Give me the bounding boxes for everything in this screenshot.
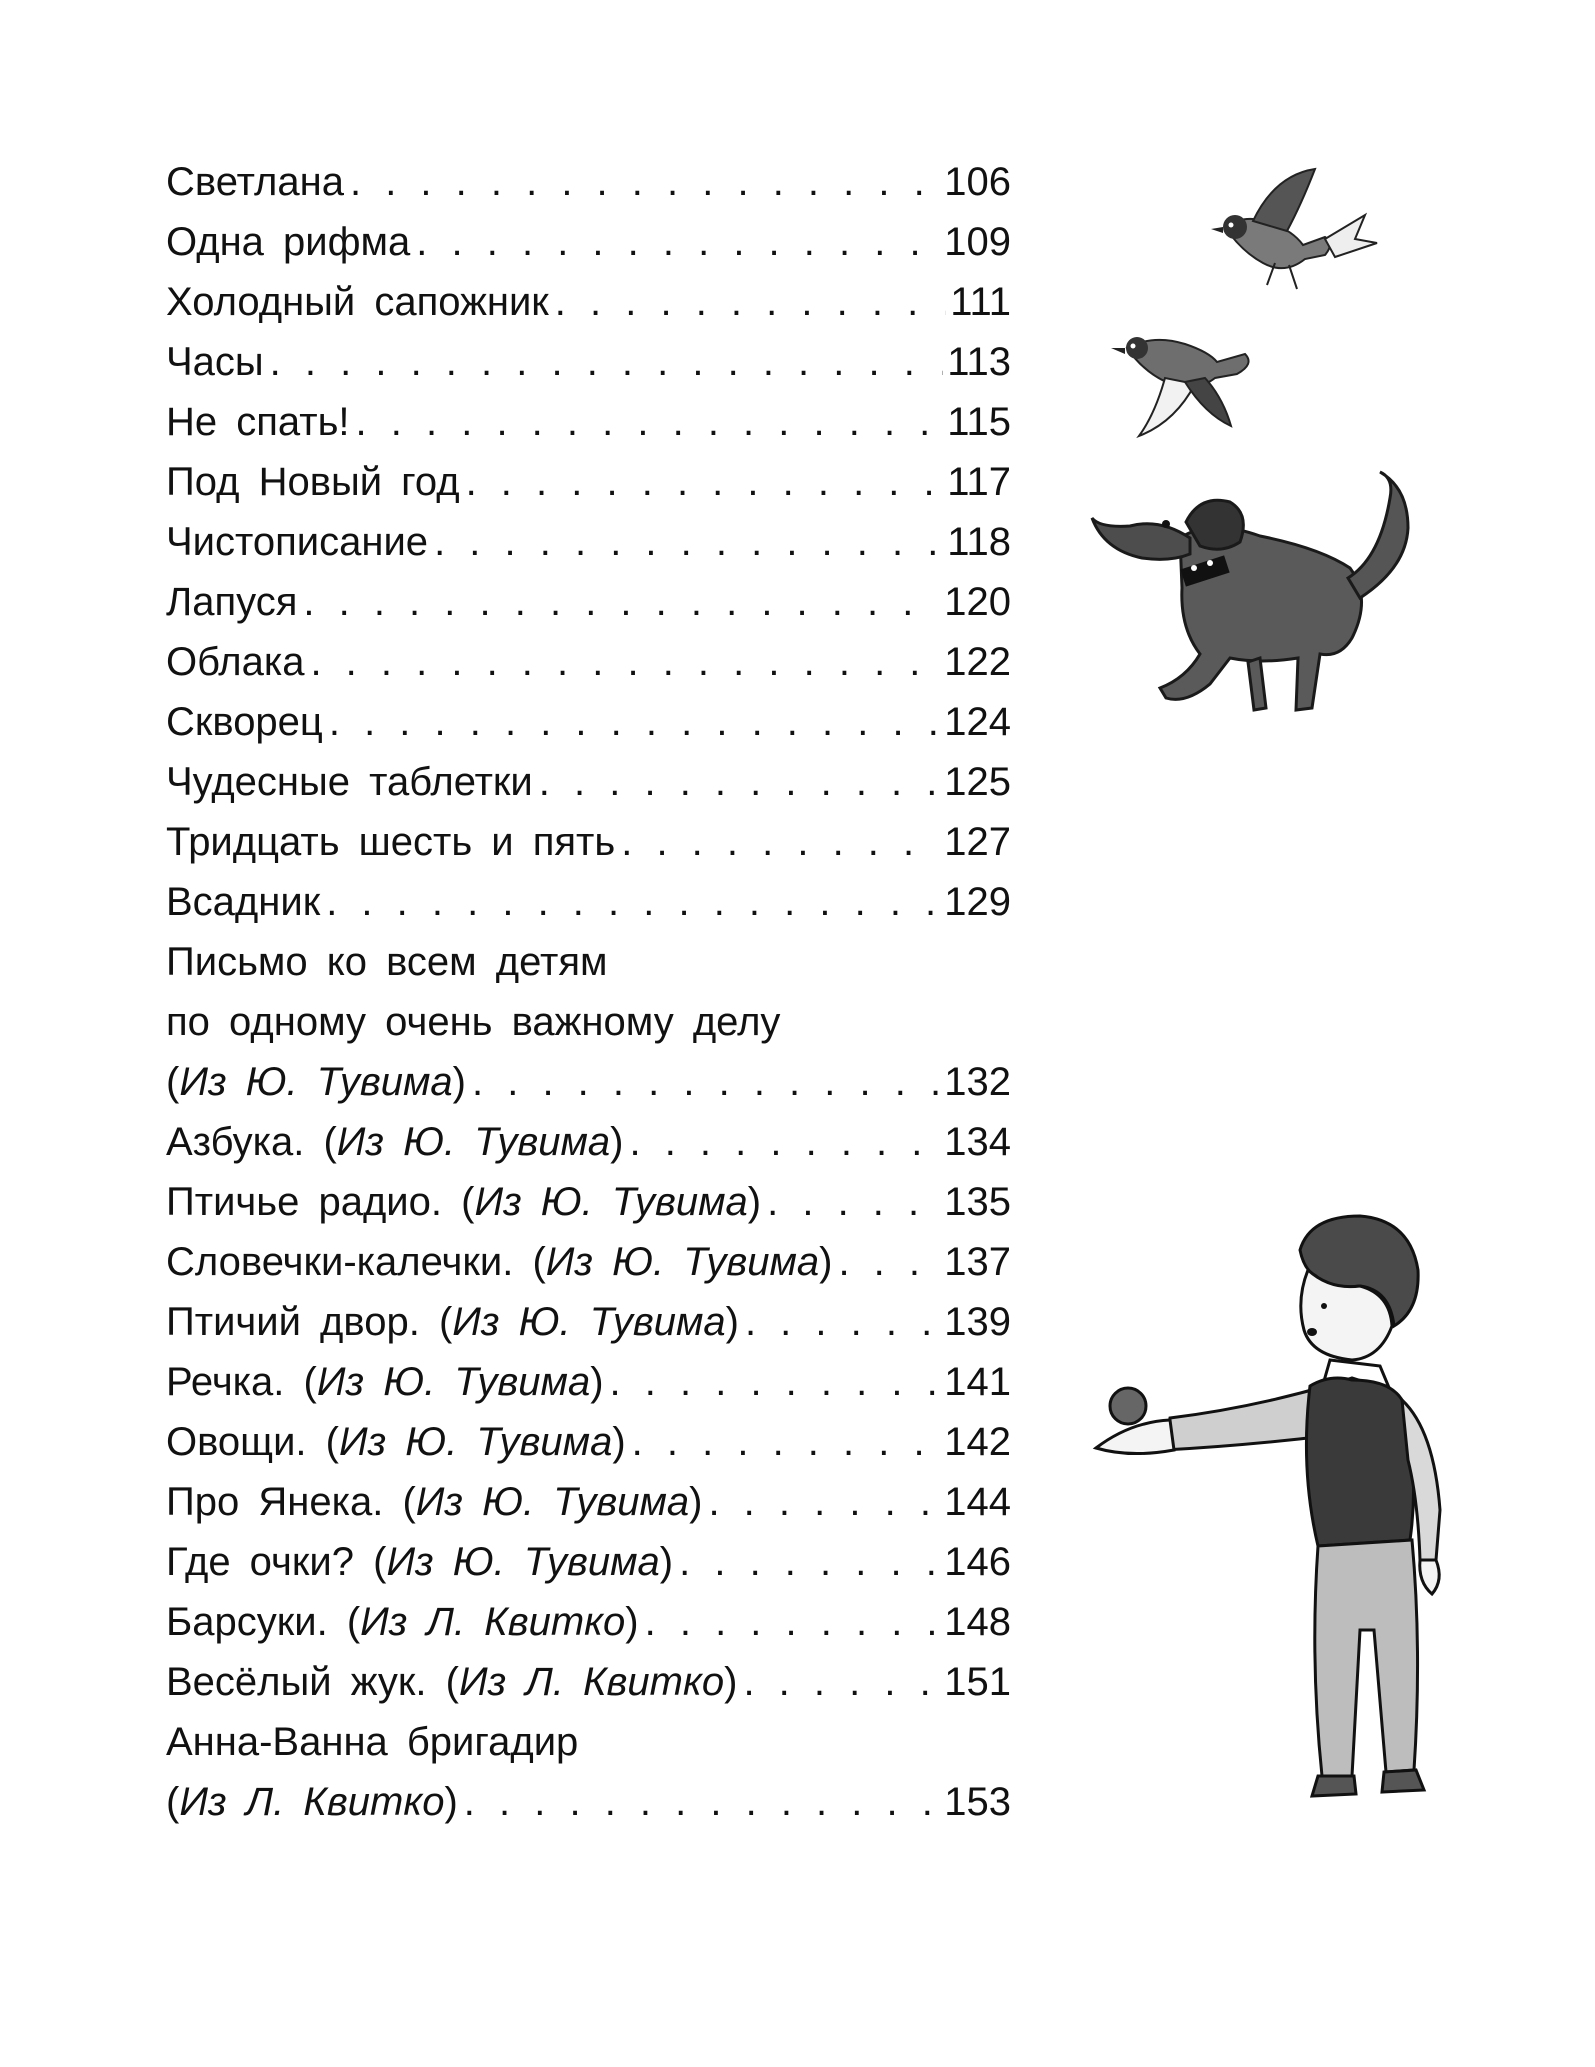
toc-entry-row [166, 1592, 1011, 1652]
toc-entry-page: 151 [944, 1660, 1011, 1704]
toc-entry [166, 1412, 1011, 1472]
toc-title-text: Барсуки. [166, 1600, 328, 1644]
toc-title-text: Весёлый жук. [166, 1660, 427, 1704]
toc-entry-title [166, 152, 344, 212]
toc-entry-row [166, 1052, 1011, 1112]
leader-dots [350, 152, 940, 212]
leader-dots [745, 1292, 940, 1352]
toc-entry-page: 153 [944, 1780, 1011, 1824]
toc-entry [166, 152, 1011, 212]
toc-title-text: Словечки-калечки. [166, 1240, 514, 1284]
toc-entry-row [166, 452, 1011, 512]
toc-entry [166, 1292, 1011, 1352]
toc-entry-row [166, 1532, 1011, 1592]
toc-entry-row [166, 272, 1011, 332]
toc-entry [166, 1472, 1011, 1532]
toc-entry-title: Птичье радио. (Из Ю. Тувима) [166, 1180, 762, 1224]
toc-entry-title: Речка. (Из Ю. Тувима) [166, 1360, 604, 1404]
toc-entry [166, 1532, 1011, 1592]
leader-dots [310, 632, 940, 692]
boy-with-ball-icon [1090, 1210, 1540, 1810]
toc-title-text: Про Янека. [166, 1480, 384, 1524]
leader-dots [645, 1592, 941, 1652]
sparrow-lower-icon [1105, 318, 1265, 448]
toc-entry-page: 135 [944, 1180, 1011, 1224]
toc-entry [166, 1592, 1011, 1652]
toc-title-text: Овощи. [166, 1420, 307, 1464]
toc-entry-title: Овощи. (Из Ю. Тувима) [166, 1420, 626, 1464]
toc-entry [166, 1112, 1011, 1172]
toc-entry-title: Азбука. (Из Ю. Тувима) [166, 1120, 624, 1164]
leader-dots [679, 1532, 940, 1592]
toc-entry [166, 692, 1011, 752]
toc-entry-title [166, 212, 410, 272]
toc-entry [166, 332, 1011, 392]
toc-entry-row [166, 692, 1011, 752]
toc-entry-page: 132 [944, 1060, 1011, 1104]
toc-entry-source: Из Ю. Тувима [452, 1300, 726, 1344]
toc-entry [166, 512, 1011, 572]
toc-entry [166, 452, 1011, 512]
toc-title-text: Где очки? [166, 1540, 354, 1584]
leader-dots [767, 1172, 940, 1232]
toc-entry-page: 146 [944, 1540, 1011, 1584]
toc-entry [166, 812, 1011, 872]
toc-entry-source: Из Ю. Тувима [474, 1180, 748, 1224]
toc-entry-source: Из Л. Квитко [360, 1600, 626, 1644]
toc-title-text: Одна рифма [166, 220, 411, 264]
toc-entry-title [166, 572, 297, 632]
toc-entry [166, 1652, 1011, 1712]
toc-entry-page: 137 [944, 1240, 1011, 1284]
toc-entry [166, 572, 1011, 632]
toc-entry-page: 117 [947, 460, 1011, 504]
leader-dots [610, 1352, 941, 1412]
toc-entry-page: 125 [944, 760, 1011, 804]
toc-title-text: Холодный сапожник [166, 280, 549, 324]
toc-entry-row [166, 572, 1011, 632]
toc-entry-title: (Из Ю. Тувима) [166, 1060, 466, 1104]
toc-title-text: Речка. [166, 1360, 285, 1404]
toc-entry-source: Из Ю. Тувима [386, 1540, 660, 1584]
toc-entry-title: (Из Л. Квитко) [166, 1780, 458, 1824]
toc-entry-row [166, 512, 1011, 572]
toc-entry-page: 106 [944, 160, 1011, 204]
dog-icon [1090, 458, 1420, 718]
toc-entry-page: 115 [947, 400, 1011, 444]
toc-entry [166, 1232, 1011, 1292]
toc-entry [166, 632, 1011, 692]
toc-entry-row [166, 1412, 1011, 1472]
toc-entry [166, 872, 1011, 932]
toc-entry-page: 139 [944, 1300, 1011, 1344]
toc-title-text: Под Новый год [166, 460, 460, 504]
leader-dots [270, 332, 944, 392]
toc-title-text: Часы [166, 340, 264, 384]
toc-entry-page: 122 [944, 640, 1011, 684]
toc-title-text: Светлана [166, 160, 344, 204]
toc-entry-page: 127 [944, 820, 1011, 864]
toc-entry [166, 932, 1011, 1112]
toc-entry-source: Из Ю. Тувима [316, 1360, 591, 1404]
sparrow-upper-icon [1205, 165, 1385, 325]
toc-entry-title [166, 452, 460, 512]
toc-title-text: Не спать! [166, 400, 350, 444]
toc-entry-source: Из Ю. Тувима [415, 1480, 690, 1524]
toc-title-text: Чистописание [166, 520, 429, 564]
leader-dots [326, 872, 940, 932]
toc-entry [166, 1712, 1011, 1832]
toc-title-text: Азбука. [166, 1120, 305, 1164]
table-of-contents [166, 152, 1011, 1832]
leader-dots [539, 752, 940, 812]
toc-entry [166, 272, 1011, 332]
toc-entry-title-line: Анна-Ванна бригадир [166, 1720, 579, 1764]
toc-entry-title-line: по одному очень важному делу [166, 1000, 781, 1044]
toc-entry-row [166, 212, 1011, 272]
toc-entry-page: 141 [944, 1360, 1011, 1404]
leader-dots [708, 1472, 940, 1532]
leader-dots [621, 812, 940, 872]
toc-entry-page: 129 [944, 880, 1011, 924]
toc-entry-row [166, 752, 1011, 812]
toc-title-text: Тридцать шесть и пять [166, 820, 616, 864]
toc-title-text: Лапуся [166, 580, 298, 624]
toc-entry-title [166, 632, 304, 692]
leader-dots [472, 1052, 940, 1112]
toc-entry [166, 392, 1011, 452]
leader-dots [629, 1112, 940, 1172]
toc-entry-source: Из Л. Квитко [179, 1780, 445, 1824]
toc-entry-page: 111 [950, 280, 1011, 324]
toc-entry-title [166, 512, 428, 572]
toc-entry-page: 124 [944, 700, 1011, 744]
toc-entry-title [166, 272, 549, 332]
toc-entry-page: 134 [944, 1120, 1011, 1164]
toc-title-text: Всадник [166, 880, 321, 924]
toc-entry-title [166, 692, 323, 752]
toc-entry-row [166, 872, 1011, 932]
toc-entry-page: 144 [944, 1480, 1011, 1524]
leader-dots [416, 212, 940, 272]
leader-dots [434, 512, 943, 572]
toc-entry-page: 113 [947, 340, 1011, 384]
toc-entry-row [166, 152, 1011, 212]
toc-entry-source: Из Ю. Тувима [338, 1420, 613, 1464]
toc-entry-source: Из Л. Квитко [459, 1660, 725, 1704]
toc-entry-title [166, 392, 350, 452]
toc-entry-title: Где очки? (Из Ю. Тувима) [166, 1540, 674, 1584]
toc-entry-source: Из Ю. Тувима [336, 1120, 611, 1164]
toc-entry-row [166, 1292, 1011, 1352]
toc-entry-row [166, 812, 1011, 872]
toc-entry-row [166, 1112, 1011, 1172]
toc-entry-title [166, 872, 320, 932]
toc-title-text: Птичий двор. [166, 1300, 420, 1344]
toc-entry-source: Из Ю. Тувима [545, 1240, 820, 1284]
toc-title-text: Птичье радио. [166, 1180, 442, 1224]
toc-entry-title: Весёлый жук. (Из Л. Квитко) [166, 1660, 738, 1704]
toc-entry [166, 1172, 1011, 1232]
toc-entry-page: 148 [944, 1600, 1011, 1644]
toc-entry-row [166, 1172, 1011, 1232]
toc-entry-source: Из Ю. Тувима [179, 1060, 453, 1104]
leader-dots [632, 1412, 941, 1472]
toc-entry-title: Про Янека. (Из Ю. Тувима) [166, 1480, 703, 1524]
leader-dots [303, 572, 940, 632]
toc-entry-page: 120 [944, 580, 1011, 624]
toc-entry-title: Словечки-калечки. (Из Ю. Тувима) [166, 1240, 833, 1284]
toc-entry [166, 212, 1011, 272]
toc-title-text: Скворец [166, 700, 323, 744]
leader-dots [464, 1772, 940, 1832]
toc-entry-page: 118 [947, 520, 1011, 564]
toc-entry-title [166, 812, 615, 872]
toc-entry-title-line: Письмо ко всем детям [166, 940, 608, 984]
toc-title-text: Облака [166, 640, 305, 684]
toc-entry-row [166, 1352, 1011, 1412]
toc-entry-page: 109 [944, 220, 1011, 264]
leader-dots [838, 1232, 940, 1292]
toc-entry-title: Барсуки. (Из Л. Квитко) [166, 1600, 639, 1644]
toc-entry-row [166, 392, 1011, 452]
toc-entry-row [166, 1232, 1011, 1292]
leader-dots [329, 692, 940, 752]
toc-entry-row [166, 1652, 1011, 1712]
toc-entry [166, 752, 1011, 812]
leader-dots [466, 452, 944, 512]
leader-dots [743, 1652, 940, 1712]
toc-entry-page: 142 [944, 1420, 1011, 1464]
leader-dots [555, 272, 946, 332]
toc-entry-row [166, 1772, 1011, 1832]
leader-dots [356, 392, 944, 452]
toc-title-text: Чудесные таблетки [166, 760, 533, 804]
toc-entry-title: Птичий двор. (Из Ю. Тувима) [166, 1300, 739, 1344]
toc-entry-row [166, 632, 1011, 692]
toc-entry-title [166, 332, 264, 392]
toc-entry-title [166, 752, 533, 812]
toc-entry-row [166, 1472, 1011, 1532]
toc-entry-row [166, 332, 1011, 392]
toc-entry [166, 1352, 1011, 1412]
